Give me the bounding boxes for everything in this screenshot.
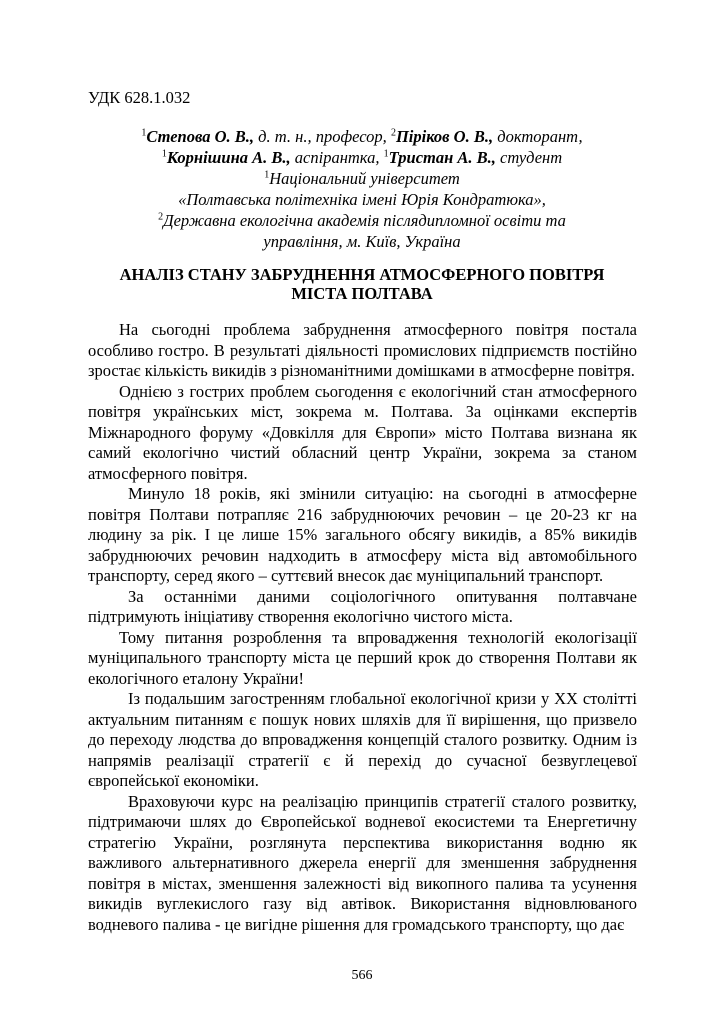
paragraph-4: За останніми даними соціологічного опитування полтавчане підтримують ініціативу створення екологічно чистого міста. (88, 586, 637, 626)
article-title (88, 265, 636, 303)
paragraph-6: Із подальшим загостренням глобальної екологічної кризи у ХХ столітті актуальним питанням є пошук нових шляхів для її вирішення, що призвело до переходу людства до впровадження концепцій сталого розвитку. Одним із напрямів реалізації стратегії є й перехід до сучасної безвуглецевої європейської економіки. (88, 689, 637, 790)
affiliation-2-line-2: управління, м. Київ, Україна (263, 232, 461, 251)
author-sup: 2 (390, 127, 396, 139)
article-body (88, 320, 637, 935)
author-role: аспірантка, (290, 148, 384, 167)
affiliation-sup: 1 (264, 169, 270, 181)
udk-code: УДК 628.1.032 (88, 88, 191, 107)
affiliation-2-line-1 (88, 210, 636, 231)
paragraph-5: Тому питання розроблення та впровадження технологій екологізації муніципального транспорту міста це перший крок до створення Полтави як екологічного еталону України! (88, 627, 637, 688)
author-name: Піріков О. В., (395, 127, 494, 146)
affiliation-1-line-2: «Полтавська політехніка імені Юрія Кондратюка», (178, 190, 546, 209)
author-name: Степова О. В., (146, 127, 255, 146)
affiliation-1-line-1 (88, 168, 636, 189)
title-line-1: АНАЛІЗ СТАНУ ЗАБРУДНЕННЯ АТМОСФЕРНОГО ПОВІТРЯ (119, 265, 605, 284)
paragraph-7: Враховуючи курс на реалізацію принципів стратегії сталого розвитку, підтримаючи шлях до Європейської водневої екосистеми та Енергетичну стратегію України, розглянута перспектива використання водню як важливого альтернативного джерела енергії для зменшення забруднення повітря в містах, зменшення залежності від викопного палива та усунення викидів вуглекислого газу від автівок. Використання відновлюваного водневого палива - це вигідне рішення для громадського транспорту, що дає (88, 791, 637, 934)
affiliation-text: Національний університет (269, 169, 460, 188)
author-role: студент (495, 148, 563, 167)
paragraph-1: На сьогодні проблема забруднення атмосферного повітря постала особливо гостро. В результаті діяльності промислових підприємств постійно зростає кількість викидів з різноманітними домішками в атмосферне повітря. (88, 320, 637, 380)
author-sup: 1 (141, 127, 147, 139)
authors-block (88, 126, 636, 252)
affiliation-sup: 2 (158, 211, 164, 223)
author-name: Тристан А. В., (388, 148, 496, 167)
paragraph-2: Однією з гострих проблем сьогодення є екологічний стан атмосферного повітря українських міст, зокрема м. Полтава. За оцінками експертів Міжнародного форуму «Довкілля для Європи» місто Полтава визнана як самий екологічно чистий обласний центр України, зокрема за станом атмосферного повітря. (88, 381, 637, 483)
paragraph-3: Минуло 18 років, які змінили ситуацію: на сьогодні в атмосферне повітря Полтави потрапляє 216 забруднюючих речовин – це 20-23 кг на людину за рік. І це лише 15% загального обсягу викидів, а 85% викидів забруднюючих речовин надходить в атмосферу міста від автомобільного транспорту, серед якого – суттєвий внесок дає муніципальний транспорт. (88, 484, 637, 585)
affiliation-text: Державна екологічна академія післядипломної освіти та (163, 211, 566, 230)
author-name: Корнішина А. В., (166, 148, 291, 167)
author-sup: 1 (383, 148, 389, 160)
author-sup: 1 (161, 148, 167, 160)
page-number: 566 (351, 968, 373, 983)
authors-line-2 (88, 147, 636, 168)
author-role: докторант, (493, 127, 583, 146)
author-role: д. т. н., професор, (254, 127, 391, 146)
authors-line-1 (88, 126, 636, 147)
title-line-2: МІСТА ПОЛТАВА (291, 284, 433, 303)
